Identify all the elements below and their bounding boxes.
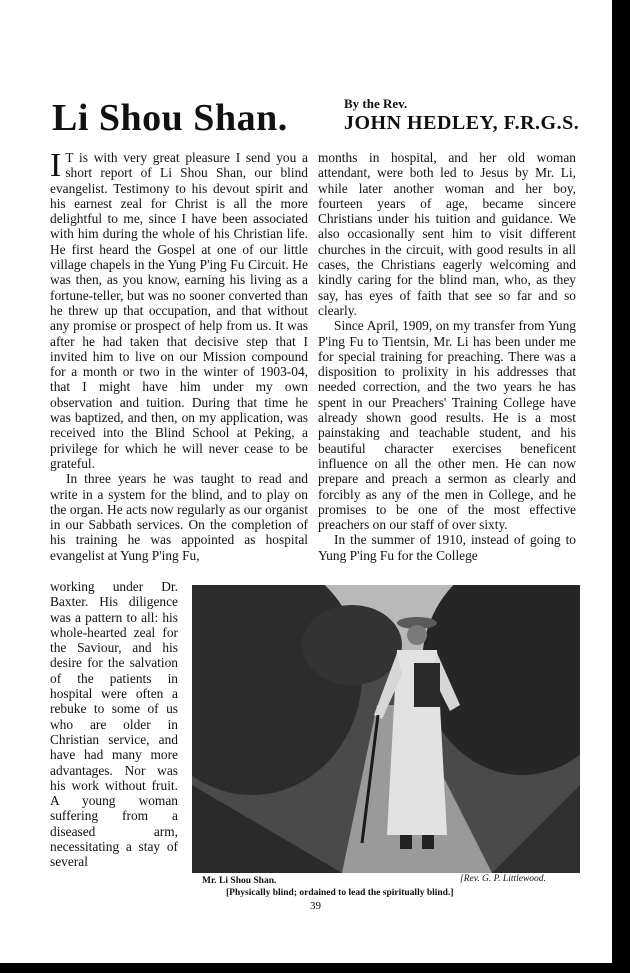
right-column [318,150,576,563]
photo-caption-credit: [Rev. G. P. Littlewood. [460,874,546,884]
paragraph-right-2: Since April, 1909, on my transfer from Yung P'ing Fu to Tientsin, Mr. Li has been under me for special training for preaching. There was a disposition to prolixity in his addresses that needed correction, and the two years he has spent in our Preachers' Training College have already shown good results. He is a most painstaking and teachable student, and his beautiful character exercises beneficent influence on all the other men. He can now prepare and preach a sermon as clearly and forcibly as any of the men in College, and he promises to be one of the most effective preachers on our staff of over sixty. [318,318,576,533]
photo-illustration [192,585,580,873]
scan-border-right [612,0,630,973]
drop-cap: I [50,147,62,184]
page-number: 39 [310,900,321,912]
scan-border-bottom [0,963,630,973]
paragraph-narrow: working under Dr. Baxter. His diligence was a pattern to all: his whole-hearted zeal for the Saviour, and his desire for the salvation of the patients in hospital were often a rebuke to some of us who are older in Christian service, and have had many more advantages. Nor was his work without fruit. A young woman suffering from a diseased arm, necessitating a stay of several [50,579,178,870]
portrait-photo [192,585,580,873]
paragraph-1 [50,147,308,471]
photo-caption-subtitle: [Physically blind; ordained to lead the spiritually blind.] [226,888,454,898]
paragraph-2: In three years he was taught to read and write in a system for the blind, and to play on the organ. He acts now regularly as our organist in our Sabbath services. On the completion of his training he was appointed as hospital evangelist at Yung P'ing Fu, [50,471,308,563]
paragraph-1-text: T is with very great pleasure I send you a short report of Li Shou Shan, our blind evangelist. Testimony to his devout spirit and his earnest zeal for Christ is all the more delightful to me, since I have been associated with him during the whole of his Christian life. He first heard the Gospel at one of our little village chapels in the Yung P'ing Fu Circuit. He was then, as you know, earning his living as a fortune-teller, but was no sooner converted than he threw up that occupation, and that without any promise or prospect of help from us. It was after he had taken that decisive step that I invited him to live on our Mission compound for a month or two in the winter of 1903-04, that I might have him under my own observation and tuition. During that time he was baptized, and then, on my application, was received into the Blind School at Peking, a privilege for which he will never cease to be grateful. [50,150,308,471]
photo-caption-name: Mr. Li Shou Shan. [202,876,277,886]
paragraph-right-3: In the summer of 1910, instead of going to Yung P'ing Fu for the College [318,532,576,563]
paragraph-right-1: months in hospital, and her old woman attendant, were both led to Jesus by Mr. Li, while later another woman and her boy, fourteen years of age, became sincere Christians under his tuition and guidance. We also occasionally sent him to visit different churches in the circuit, with good results in all cases, the Christians eagerly welcoming and kindly caring for the blind man, who, as they say, has eyes of faith that see so far and so clearly. [318,150,576,318]
author-name: JOHN HEDLEY, F.R.G.S. [344,112,580,134]
narrow-column [50,579,178,870]
left-column [50,147,308,563]
byline-prefix: By the Rev. [344,96,408,111]
article-title: Li Shou Shan. [52,97,288,139]
